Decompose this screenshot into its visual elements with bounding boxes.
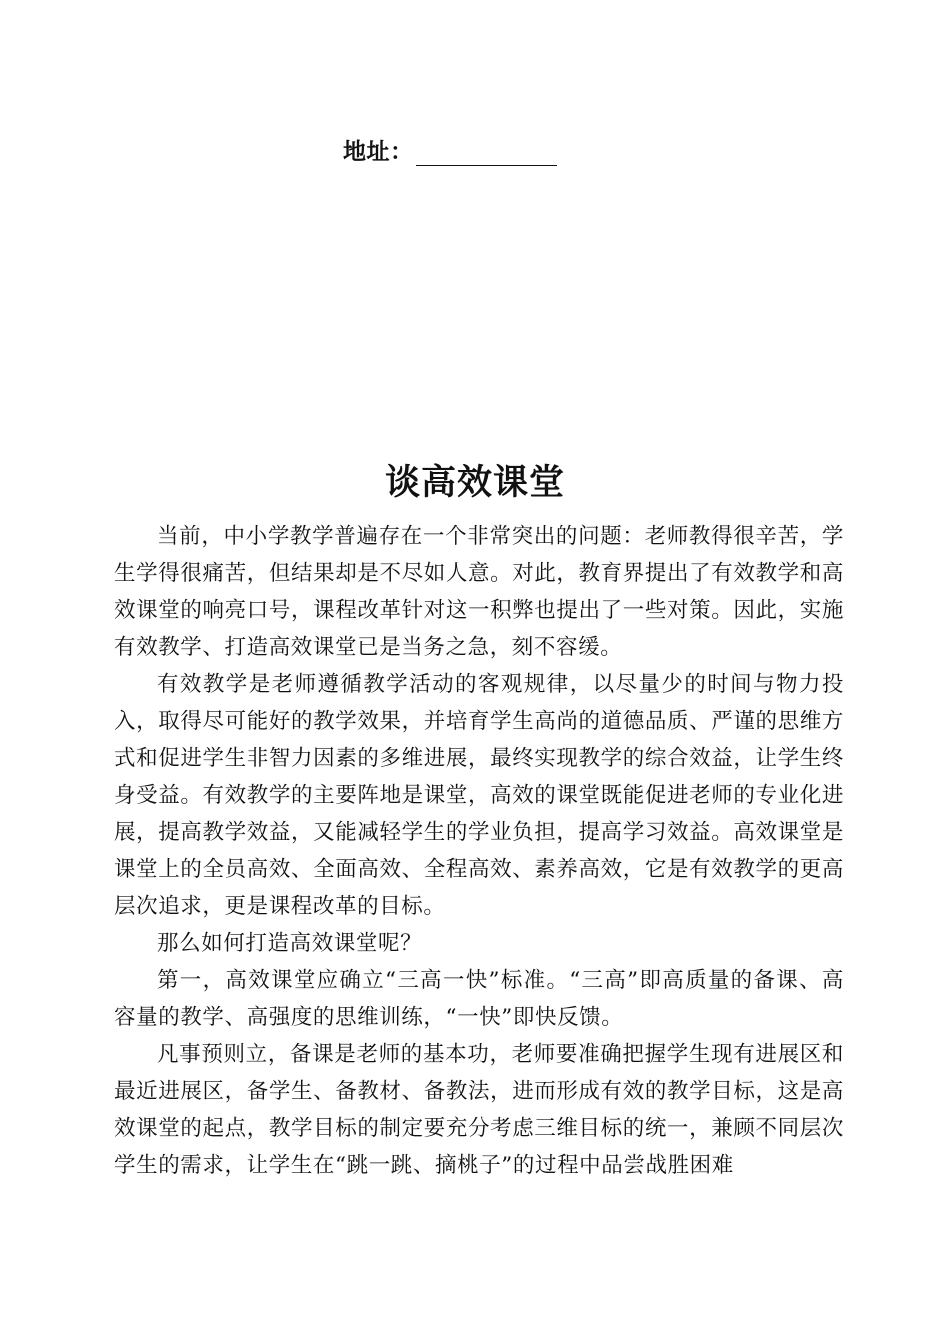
address-label: 地址： bbox=[343, 139, 414, 165]
article-body bbox=[114, 518, 844, 1184]
article-title: 谈高效课堂 bbox=[384, 463, 565, 503]
paragraph-first-point: 第一，高效课堂应确立“三高一快”标准。“三高”即高质量的备课、高容量的教学、高强度的思维训练，“一快”即快反馈。 bbox=[114, 968, 844, 1030]
paragraph-question: 那么如何打造高效课堂呢？ bbox=[157, 931, 423, 956]
address-field bbox=[343, 132, 557, 166]
paragraph-definition: 有效教学是老师遵循教学活动的客观规律，以尽量少的时间与物力投入，取得尽可能好的教学效果，并培育学生高尚的道德品质、严谨的思维方式和促进学生非智力因素的多维进展，最终实现教学的综合效益，让学生终身受益。有效教学的主要阵地是课堂，高效的课堂既能促进老师的专业化进展，提高教学效益，又能减轻学生的学业负担，提高学习效益。高效课堂是课堂上的全员高效、全面高效、全程高效、素养高效，它是有效教学的更高层次追求，更是课程改革的目标。 bbox=[114, 672, 844, 919]
paragraph-intro: 当前，中小学教学普遍存在一个非常突出的问题：老师教得很辛苦，学生学得很痛苦，但结果却是不尽如人意。对此，教育界提出了有效教学和高效课堂的响亮口号，课程改革针对这一积弊也提出了一些对策。因此，实施有效教学、打造高效课堂已是当务之急，刻不容缓。 bbox=[114, 524, 844, 660]
address-blank-underline bbox=[416, 141, 557, 166]
paragraph-lesson-prep: 凡事预则立，备课是老师的基本功，老师要准确把握学生现有进展区和最近进展区，备学生、备教材、备教法，进而形成有效的教学目标，这是高效课堂的起点，教学目标的制定要充分考虑三维目标的统一，兼顾不同层次学生的需求，让学生在“跳一跳、摘桃子”的过程中品尝战胜困难 bbox=[114, 1042, 844, 1178]
